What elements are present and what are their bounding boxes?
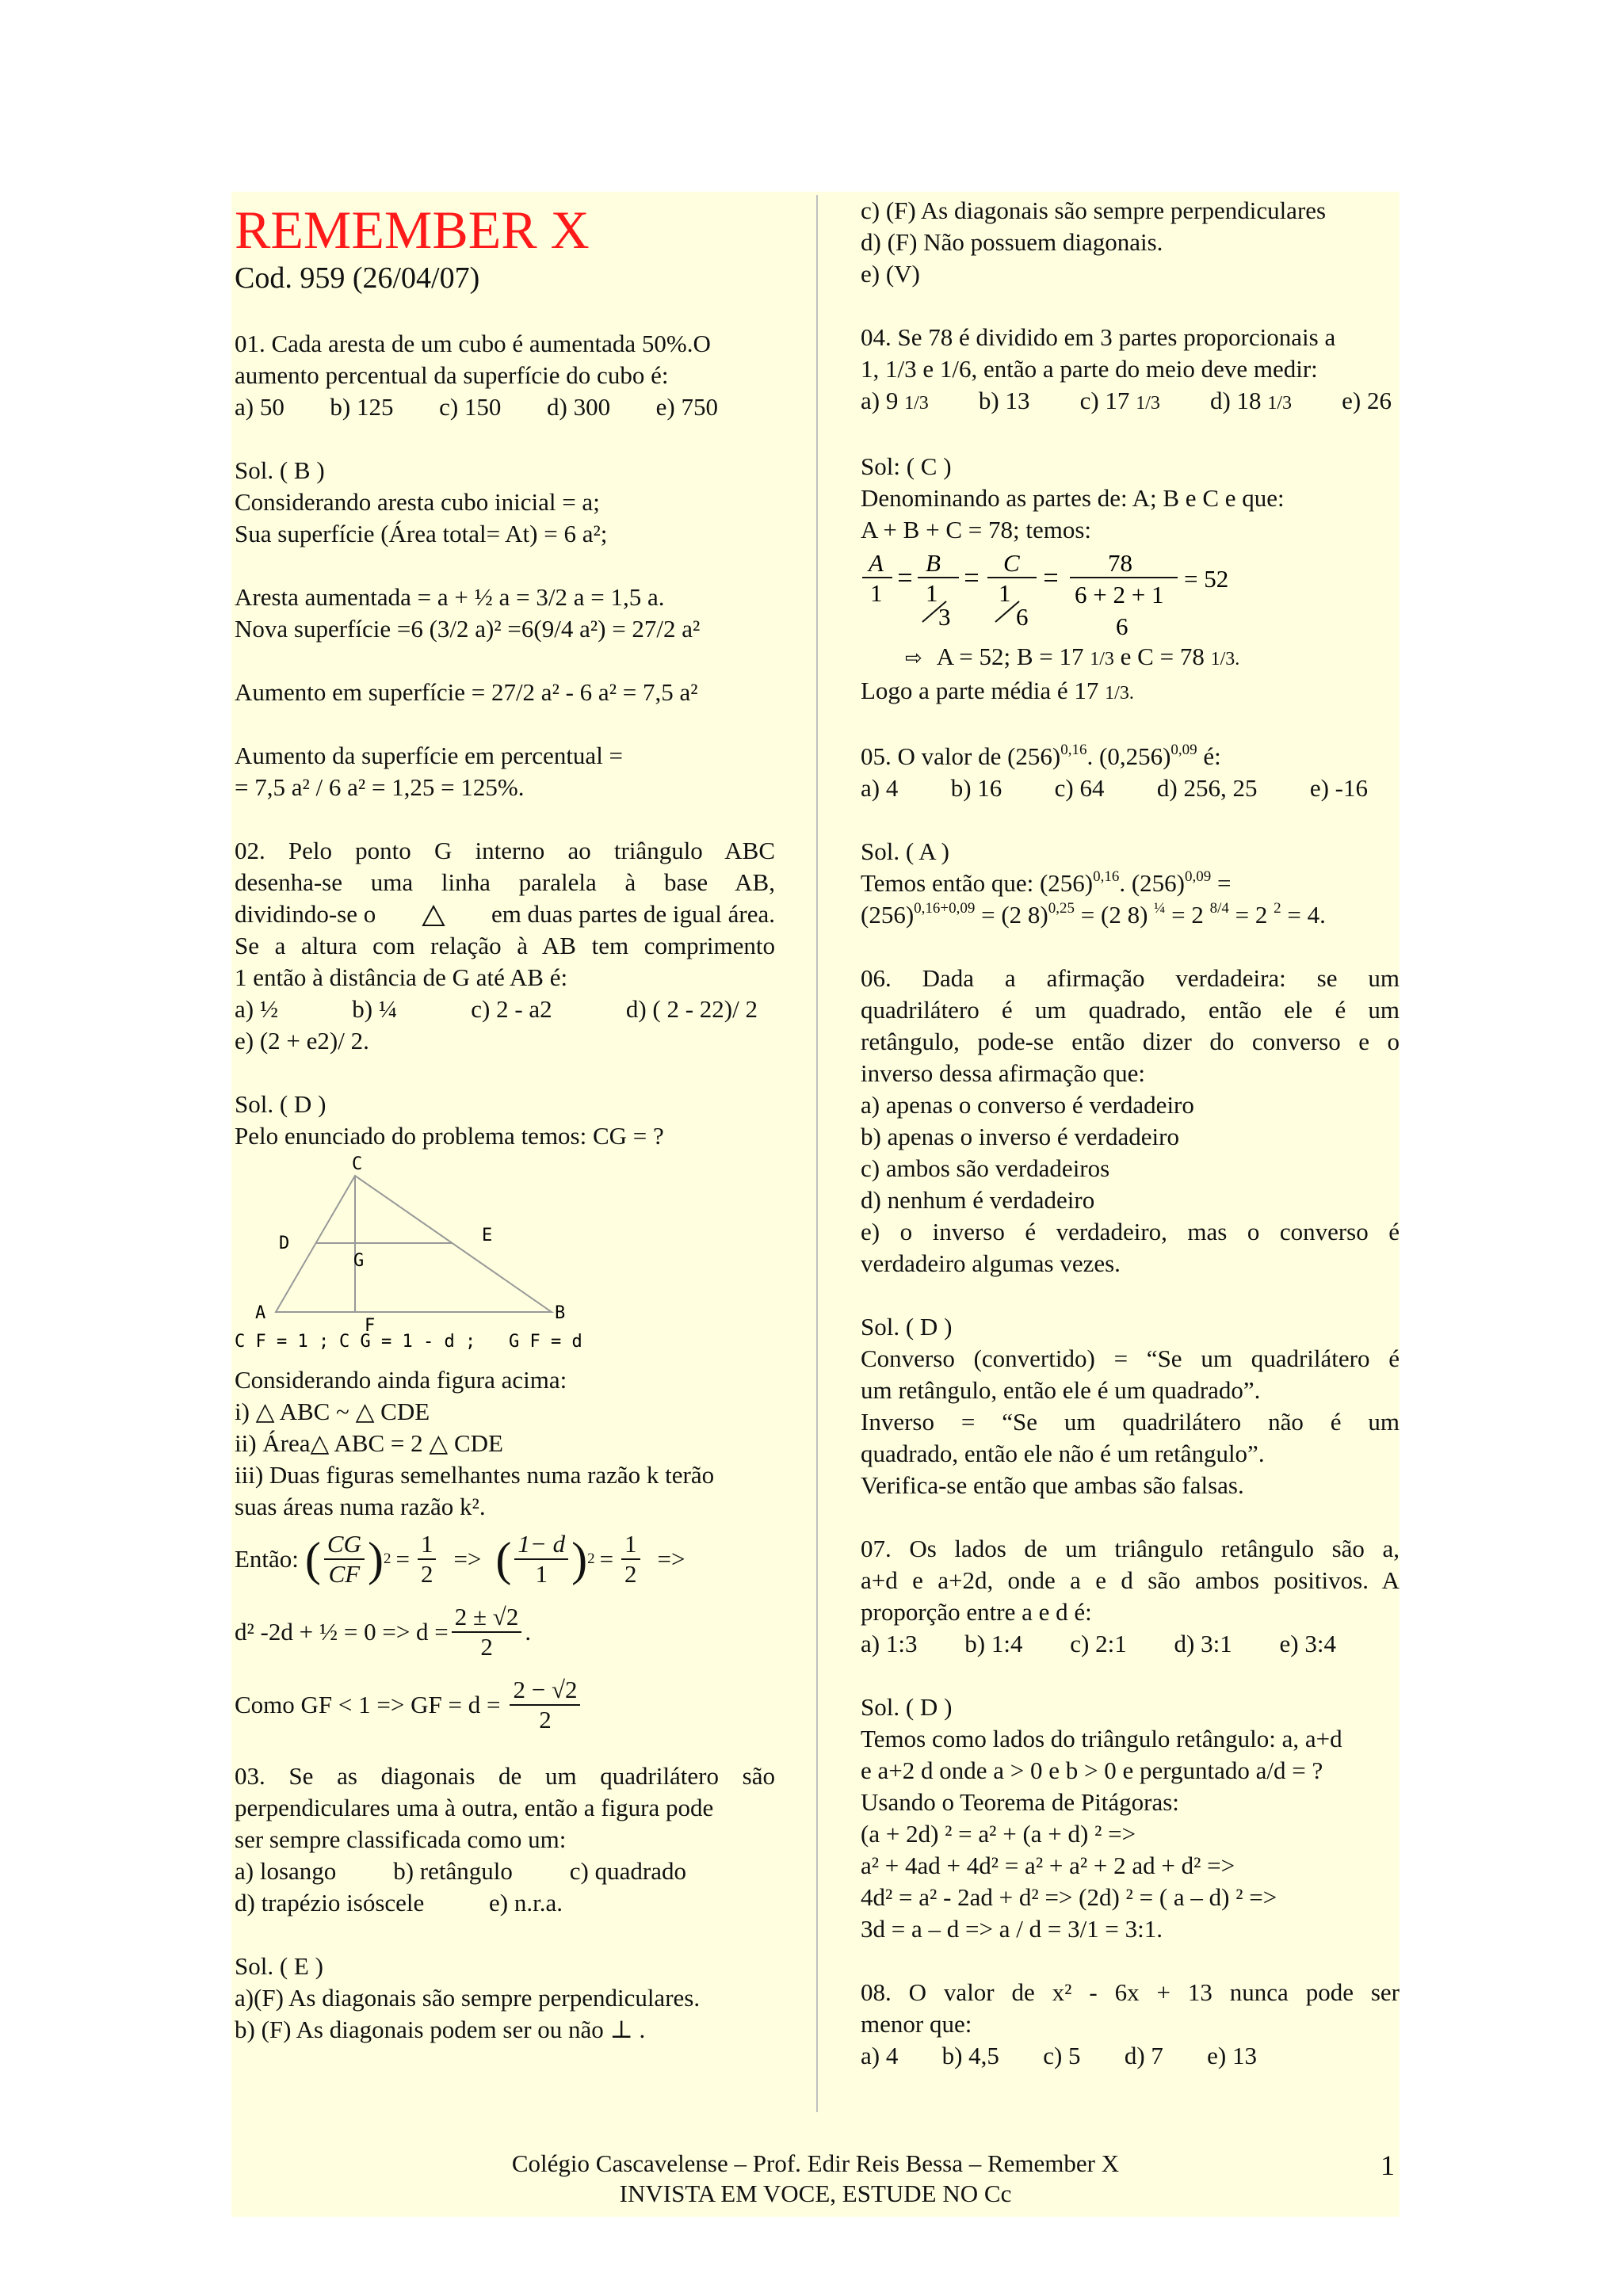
q03-line: 03. Se as diagonais de um quadrilátero são bbox=[235, 1762, 775, 1790]
solution-line: Pelo enunciado do problema temos: CG = ? bbox=[235, 1122, 664, 1150]
option: a) 1:3 bbox=[861, 1630, 918, 1657]
figure-caption: C G = 1 - d ; bbox=[339, 1332, 476, 1350]
option: e) o inverso é verdadeiro, mas o converso é bbox=[861, 1218, 1400, 1245]
q07-options bbox=[861, 1628, 1336, 1660]
solution-label: Sol. ( B ) bbox=[235, 456, 325, 484]
implies: => bbox=[453, 1545, 482, 1573]
question-07 bbox=[861, 1533, 1400, 1945]
fraction-numerator: 2 − √2 bbox=[510, 1676, 580, 1706]
formula-gf bbox=[235, 1669, 775, 1741]
fraction-denominator: 1 bbox=[535, 1560, 548, 1588]
equals: = bbox=[395, 1545, 410, 1573]
footer-line: Colégio Cascavelense – Prof. Edir Reis Bessa – Remember X bbox=[511, 2149, 1120, 2177]
solution-line: A + B + C = 78; temos: bbox=[861, 516, 1092, 543]
q02-text: dividindo-se o bbox=[235, 900, 376, 928]
question-05 bbox=[861, 741, 1400, 931]
question-06 bbox=[861, 963, 1400, 1501]
formula-quadratic bbox=[235, 1596, 775, 1669]
label-a: A bbox=[255, 1303, 266, 1323]
option: a) 4 bbox=[861, 2042, 899, 2069]
question-04 bbox=[861, 322, 1400, 709]
column-divider bbox=[816, 195, 818, 2112]
proportion-drawing bbox=[861, 546, 1273, 641]
q06-line: 06. Dada a afirmação verdadeira: se um bbox=[861, 964, 1400, 992]
solution-line: Verifica-se então que ambas são falsas. bbox=[861, 1471, 1244, 1499]
fraction-denominator: CF bbox=[328, 1560, 361, 1588]
option: b) 1:4 bbox=[964, 1630, 1023, 1657]
solution-line: ii) Área△ ABC = 2 △ CDE bbox=[235, 1429, 503, 1457]
option: c) quadrado bbox=[569, 1857, 686, 1885]
option: c) 17 1/3 bbox=[1079, 387, 1160, 414]
q06-line: inverso dessa afirmação que: bbox=[861, 1059, 1145, 1087]
formula-text: d² -2d + ½ = 0 => d = bbox=[235, 1618, 449, 1646]
question-03 bbox=[235, 1760, 775, 2046]
fraction-denominator: 2 bbox=[539, 1706, 552, 1733]
figure-caption: G F = d bbox=[509, 1332, 582, 1350]
fraction-denominator: 6 bbox=[1016, 603, 1029, 631]
solution-line: Aumento da superfície em percentual = bbox=[235, 742, 624, 769]
q02-line: 02. Pelo ponto G interno ao triângulo ABC bbox=[235, 837, 775, 864]
solution-line: a² + 4ad + 4d² = a² + a² + 2 ad + d² => bbox=[861, 1852, 1235, 1879]
label-g: G bbox=[353, 1251, 365, 1271]
option: b) apenas o inverso é verdadeiro bbox=[861, 1123, 1179, 1150]
question-08 bbox=[861, 1977, 1400, 2072]
solution-line: b) (F) As diagonais podem ser ou não ⊥ . bbox=[235, 2016, 646, 2043]
fraction-denominator: 1 bbox=[999, 579, 1011, 607]
option: e) 750 bbox=[655, 393, 718, 421]
option: a) apenas o converso é verdadeiro bbox=[861, 1091, 1194, 1119]
fraction-numerator: CG bbox=[324, 1530, 365, 1560]
fraction-numerator: A bbox=[869, 549, 884, 577]
option: b) 13 bbox=[978, 387, 1030, 414]
fraction-denominator: 6 + 2 + 1 bbox=[1075, 581, 1164, 608]
q07-line: 07. Os lados de um triângulo retângulo são a, bbox=[861, 1535, 1400, 1562]
option: e) 3:4 bbox=[1279, 1630, 1336, 1657]
solution-line: 4d² = a² - 2ad + d² => (2d) ² = ( a – d) ² => bbox=[861, 1883, 1277, 1911]
solution-line: 3d = a – d => a / d = 3/1 = 3:1. bbox=[861, 1915, 1163, 1943]
option: e) (2 + e2)/ 2. bbox=[235, 1027, 369, 1055]
q07-line: a+d e a+2d, onde a e d são ambos positivos. A bbox=[861, 1566, 1400, 1594]
fraction-denominator: 2 bbox=[480, 1633, 493, 1661]
fraction-denominator: 1 bbox=[870, 579, 883, 607]
formula-text: . bbox=[525, 1618, 532, 1646]
solution-line: Usando o Teorema de Pitágoras: bbox=[861, 1788, 1179, 1816]
option: c) 150 bbox=[439, 393, 502, 421]
label-c: C bbox=[352, 1154, 363, 1174]
option: b) retângulo bbox=[393, 1857, 513, 1885]
solution-line: (a + 2d) ² = a² + (a + d) ² => bbox=[861, 1820, 1136, 1848]
footer-line: INVISTA EM VOCE, ESTUDE NO Cc bbox=[619, 2180, 1012, 2207]
fraction-denominator: 2 bbox=[420, 1560, 433, 1588]
option: e) n.r.a. bbox=[489, 1889, 563, 1917]
fraction-numerator: 1− d bbox=[514, 1530, 568, 1560]
fraction-denominator: 3 bbox=[938, 603, 951, 631]
label-d: D bbox=[279, 1234, 290, 1253]
solution-line: d) (F) Não possuem diagonais. bbox=[861, 228, 1163, 256]
label-b: B bbox=[555, 1303, 566, 1323]
solution-line: Considerando aresta cubo inicial = a; bbox=[235, 488, 600, 516]
option: d) 256, 25 bbox=[1156, 774, 1258, 802]
label-f: F bbox=[365, 1316, 376, 1336]
formula-ratio: Então: ( $\frac{CG}{CF}$ ) 2 = $\frac{1}{2}$ => ( $\frac{1- d}{1}$ ) 2 = $\frac{1}{2}$ => bbox=[235, 1530, 685, 1588]
solution-line: Aresta aumentada = a + ½ a = 3/2 a = 1,5 a. bbox=[235, 583, 665, 611]
option: d) 300 bbox=[547, 393, 611, 421]
page-footer bbox=[231, 2149, 1400, 2209]
solution-line: Sua superfície (Área total= At) = 6 a²; bbox=[235, 520, 608, 547]
solution-line: i) △ ABC ~ △ CDE bbox=[235, 1398, 430, 1425]
option: d) nenhum é verdadeiro bbox=[861, 1186, 1095, 1214]
q08-line: 08. O valor de x² - 6x + 13 nunca pode ser bbox=[861, 1978, 1400, 2006]
solution-line: Nova superfície =6 (3/2 a)² =6(9/4 a²) = 27/2 a² bbox=[235, 615, 701, 643]
fraction-denominator: 6 bbox=[1116, 612, 1128, 640]
triangle-figure bbox=[235, 1152, 775, 1350]
q04-line: 1, 1/3 e 1/6, então a parte do meio deve medir: bbox=[861, 355, 1318, 383]
option: c) 64 bbox=[1054, 774, 1105, 802]
option: b) ¼ bbox=[352, 995, 398, 1023]
fraction-denominator: 1 bbox=[926, 579, 938, 607]
solution-line: ⇨ A = 52; B = 17 1/3 e C = 78 1/3. bbox=[905, 643, 1240, 670]
q06-line: quadrilátero é um quadrado, então ele é um bbox=[861, 996, 1400, 1024]
option: e) -16 bbox=[1309, 774, 1368, 802]
fraction-numerator: 2 ± √2 bbox=[452, 1603, 522, 1633]
solution-label: Sol. ( A ) bbox=[861, 837, 949, 865]
solution-line: Temos como lados do triângulo retângulo: a, a+d bbox=[861, 1725, 1342, 1753]
option: d) 7 bbox=[1124, 2042, 1163, 2069]
triangle-drawing bbox=[235, 1152, 775, 1350]
option: e) 13 bbox=[1207, 2042, 1257, 2069]
q02-text: em duas partes de igual área. bbox=[491, 900, 775, 928]
solution-line: Considerando ainda figura acima: bbox=[235, 1366, 567, 1394]
formula-proportion bbox=[861, 546, 1400, 641]
q05-options bbox=[861, 772, 1368, 804]
option: c) 5 bbox=[1043, 2042, 1081, 2069]
solution-label: Sol. ( D ) bbox=[861, 1313, 953, 1341]
option: c) 2 - a2 bbox=[471, 995, 552, 1023]
solution-label: Sol. ( D ) bbox=[861, 1693, 953, 1721]
solution-line: Denominando as partes de: A; B e C e que: bbox=[861, 484, 1285, 512]
q05-line: 05. O valor de $(256)^{0,16}$. $(0,256)^{0,09}$ é: bbox=[861, 742, 1221, 770]
equals: = bbox=[599, 1545, 614, 1573]
option: d) 18 1/3 bbox=[1209, 387, 1292, 414]
solution-label: Sol. ( E ) bbox=[235, 1952, 323, 1980]
q07-line: proporção entre a e d é: bbox=[861, 1598, 1092, 1626]
option: d) trapézio isóscele bbox=[235, 1889, 425, 1917]
solution-line: Temos então que: $(256)^{0,16}$. $(256)^{0,09}$ = bbox=[861, 868, 1232, 897]
option: a) 50 bbox=[235, 393, 285, 421]
option: b) 16 bbox=[950, 774, 1002, 802]
option: e) 26 bbox=[1342, 387, 1392, 414]
implies: => bbox=[657, 1545, 685, 1573]
question-02 bbox=[235, 835, 775, 1741]
arrow-right-icon: ⇨ bbox=[905, 646, 922, 670]
option: a) ½ bbox=[235, 995, 279, 1023]
fraction-denominator: 2 bbox=[624, 1560, 637, 1588]
option: verdadeiro algumas vezes. bbox=[861, 1249, 1121, 1277]
q01-line: aumento percentual da superfície do cubo é: bbox=[235, 361, 669, 389]
solution-line: c) (F) As diagonais são sempre perpendiculares bbox=[861, 196, 1327, 224]
option: b) 125 bbox=[330, 393, 394, 421]
solution-label: Sol. ( D ) bbox=[235, 1090, 327, 1118]
fraction-numerator: 1 bbox=[621, 1530, 640, 1560]
solution-line: $(256)^{0,16+0,09} = (2$ 8)$^{0,25}$ = (2 8) $^{\frac{1}{4}}$ = 2 $^{8/4}$ = 2 $^2$ = 4. bbox=[861, 900, 1326, 929]
q02-line: 1 então à distância de G até AB é: bbox=[235, 963, 568, 991]
fraction-numerator: B bbox=[926, 549, 941, 577]
right-column bbox=[861, 195, 1400, 2072]
solution-line: e a+2 d onde a > 0 e b > 0 e perguntado a/d = ? bbox=[861, 1756, 1323, 1784]
option: a) 9 1/3 bbox=[861, 387, 929, 414]
option: a) 4 bbox=[861, 774, 899, 802]
q06-line: retângulo, pode-se então dizer do converso e o bbox=[861, 1028, 1400, 1055]
fraction-numerator: 78 bbox=[1108, 549, 1132, 577]
figure-caption: C F = 1 ; bbox=[235, 1332, 330, 1350]
triangle-icon bbox=[422, 905, 445, 927]
q03-line: ser sempre classificada como um: bbox=[235, 1825, 567, 1853]
formula-text: Então: bbox=[235, 1545, 299, 1573]
q08-options bbox=[861, 2040, 1257, 2072]
page-number: 1 bbox=[1381, 2149, 1395, 2181]
q04-options bbox=[861, 385, 1392, 419]
fraction-numerator: 1 bbox=[418, 1530, 437, 1560]
solution-line: Converso (convertido) = “Se um quadrilátero é bbox=[861, 1344, 1400, 1372]
q02-options bbox=[235, 994, 758, 1025]
solution-line: Aumento em superfície = 27/2 a² - 6 a² = 7,5 a² bbox=[235, 678, 698, 706]
solution-line: suas áreas numa razão k². bbox=[235, 1493, 486, 1520]
solution-line: a)(F) As diagonais são sempre perpendiculares. bbox=[235, 1984, 701, 2012]
left-column bbox=[235, 195, 775, 2046]
document-title: REMEMBER X bbox=[235, 200, 590, 260]
result: = 52 bbox=[1184, 565, 1229, 593]
fraction-numerator: C bbox=[1003, 549, 1020, 577]
q08-line: menor que: bbox=[861, 2010, 972, 2038]
option: d) 3:1 bbox=[1174, 1630, 1232, 1657]
q02-line bbox=[235, 898, 775, 930]
option: c) 2:1 bbox=[1070, 1630, 1127, 1657]
q04-line: 04. Se 78 é dividido em 3 partes proporcionais a bbox=[861, 323, 1336, 351]
solution-line: Logo a parte média é 17 1/3. bbox=[861, 677, 1134, 704]
solution-line: quadrado, então ele não é um retângulo”. bbox=[861, 1440, 1265, 1467]
q02-line: Se a altura com relação à AB tem comprimento bbox=[235, 932, 775, 959]
solution-line: e) (V) bbox=[861, 260, 920, 288]
label-e: E bbox=[482, 1226, 493, 1245]
q03-line: perpendiculares uma à outra, então a figura pode bbox=[235, 1794, 714, 1821]
option: b) 4,5 bbox=[941, 2042, 999, 2069]
option: a) losango bbox=[235, 1857, 337, 1885]
solution-label: Sol: ( C ) bbox=[861, 452, 952, 480]
solution-line: = 7,5 a² / 6 a² = 1,25 = 125%. bbox=[235, 773, 525, 801]
solution-line: um retângulo, então ele é um quadrado”. bbox=[861, 1376, 1261, 1404]
q01-options bbox=[235, 391, 718, 423]
q03-options bbox=[235, 1855, 686, 1887]
formula-text: Como GF < 1 => GF = d = bbox=[235, 1691, 501, 1718]
solution-line: iii) Duas figuras semelhantes numa razão k terão bbox=[235, 1461, 715, 1489]
option: c) ambos são verdadeiros bbox=[861, 1154, 1110, 1182]
option: d) ( 2 - 22)/ 2 bbox=[625, 995, 758, 1023]
question-01 bbox=[235, 328, 775, 803]
q03-options bbox=[235, 1887, 563, 1919]
q02-line: desenha-se uma linha paralela à base AB, bbox=[235, 868, 775, 896]
q01-line: 01. Cada aresta de um cubo é aumentada 50%.O bbox=[235, 330, 711, 357]
solution-line: Inverso = “Se um quadrilátero não é um bbox=[861, 1408, 1400, 1436]
document-code: Cod. 959 (26/04/07) bbox=[235, 261, 480, 295]
